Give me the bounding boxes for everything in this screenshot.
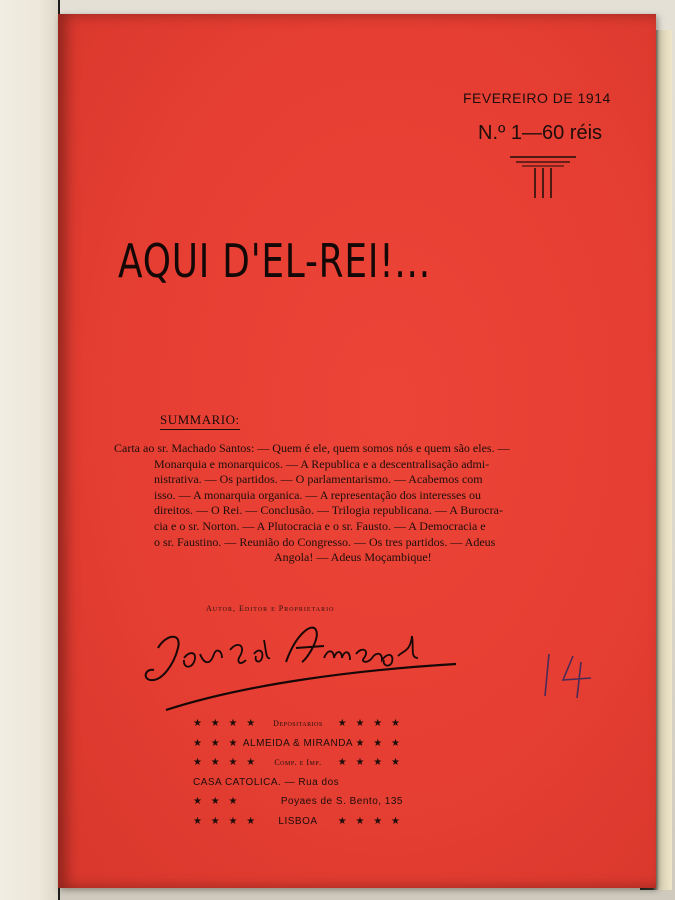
city-name: LISBOA (278, 815, 318, 827)
summary-heading: SUMMARIO: (160, 412, 240, 430)
left-page (0, 0, 60, 900)
star-ornament-icon: ★ ★ ★ ★ (337, 815, 403, 827)
star-ornament-icon: ★ ★ ★ ★ (193, 718, 259, 730)
issue-date: FEVEREIRO DE 1914 (463, 90, 611, 106)
book-cover (58, 14, 656, 888)
issue-number-price: N.º 1—60 réis (478, 122, 603, 144)
star-ornament-icon: ★ ★ ★ (193, 796, 241, 808)
star-ornament-icon: ★ ★ ★ ★ (337, 718, 403, 730)
printer-name: CASA CATOLICA. — Rua dos (193, 776, 340, 788)
summary-line: direitos. — O Rei. — Conclusão. — Trilogia republicana. — A Burocra- (154, 503, 503, 518)
publisher-name: ALMEIDA & MIRANDA (242, 737, 354, 749)
handwritten-note (533, 646, 603, 702)
summary-line: Angola! — Adeus Moçambique! (274, 550, 432, 565)
printer-label: Comp. e Imp. (274, 758, 322, 768)
summary-line: o sr. Faustino. — Reunião do Congresso. — Os tres partidos. — Adeus (154, 534, 496, 549)
summary-line: Carta ao sr. Machado Santos: — Quem é ele, quem somos nós e quem são eles. — (114, 441, 510, 455)
signature (136, 614, 466, 724)
summary-line: isso. — A monarquia organica. — A representação dos interesses ou (154, 487, 482, 502)
star-ornament-icon: ★ ★ ★ (355, 737, 403, 749)
column-ornament-icon (508, 154, 578, 202)
summary-text (114, 441, 618, 566)
author-credit: Autor, Editor e Proprietario (206, 604, 335, 613)
printer-address: Poyaes de S. Bento, 135 (280, 796, 403, 808)
summary-line: Monarquia e monarquicos. — A Republica e a descentralisação admi- (154, 456, 490, 471)
depositarios-label: Depositarios (273, 719, 323, 729)
star-ornament-icon: ★ ★ ★ (193, 737, 241, 749)
star-ornament-icon: ★ ★ ★ ★ (337, 757, 403, 769)
cover-title: AQUI D'EL-REI!... (118, 234, 431, 288)
summary-line: cia e o sr. Norton. — A Plutocracia e o sr. Fausto. — A Democracia e (154, 518, 486, 533)
star-ornament-icon: ★ ★ ★ ★ (193, 757, 259, 769)
star-ornament-icon: ★ ★ ★ ★ (193, 815, 259, 827)
depositarios-block (193, 714, 403, 831)
summary-line: nistrativa. — Os partidos. — O parlamentarismo. — Acabemos com (154, 472, 483, 487)
